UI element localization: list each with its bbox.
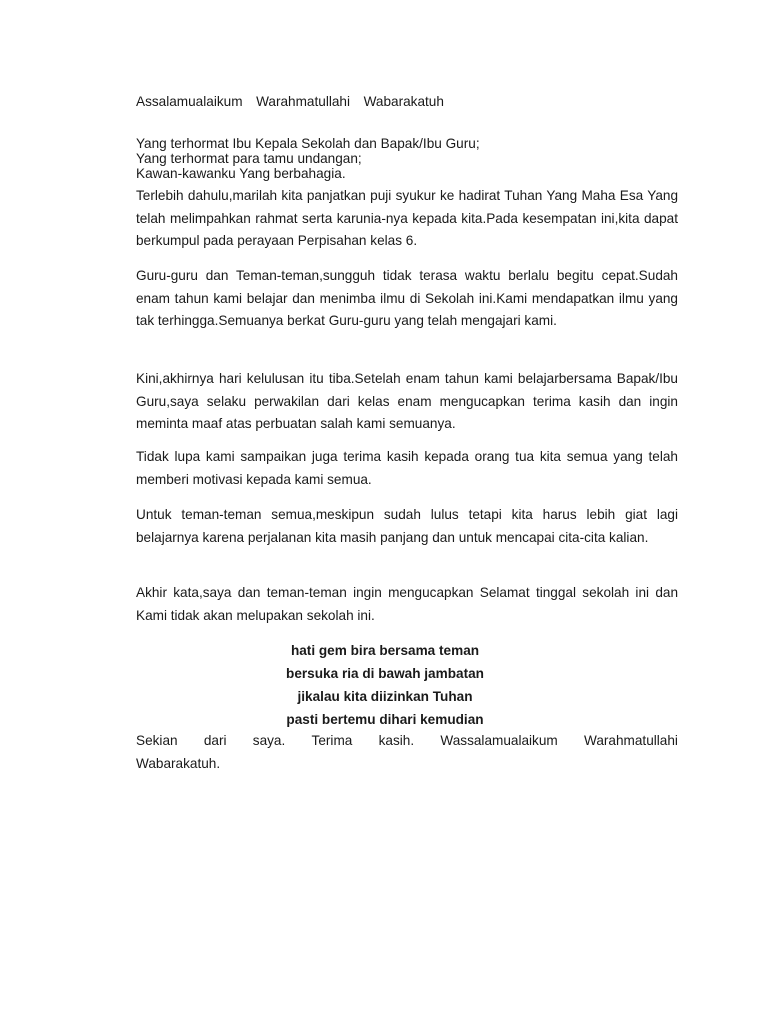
closing-line-2: Wabarakatuh. <box>136 756 221 771</box>
salutation-line: Yang terhormat para tamu undangan; <box>136 151 362 166</box>
opening-greeting: Assalamualaikum Warahmatullahi Wabarakatuh <box>136 94 444 109</box>
paragraph-friends: Untuk teman-teman semua,meskipun sudah lulus tetapi kita harus lebih giat lagi belajarnya karena perjalanan kita masih panjang dan untuk mencapai cita-cita kalian. <box>136 507 678 545</box>
closing-word: Warahmatullahi <box>584 733 678 748</box>
closing-line-1 <box>136 729 678 752</box>
pantun-line: bersuka ria di bawah jambatan <box>286 666 484 681</box>
pantun-line: pasti bertemu dihari kemudian <box>286 712 484 727</box>
paragraph-graduation: Kini,akhirnya hari kelulusan itu tiba.Setelah enam tahun kami belajarbersama Bapak/Ibu Guru,saya selaku perwakilan dari kelas enam mengucapkan terima kasih dan ingin meminta maaf atas perbuatan salah kami semuanya. <box>136 371 678 431</box>
pantun-line: hati gem bira bersama teman <box>290 643 480 658</box>
paragraph-farewell: Akhir kata,saya dan teman-teman ingin mengucapkan Selamat tinggal sekolah ini dan Kami tidak akan melupakan sekolah ini. <box>136 585 678 623</box>
closing-block <box>136 729 678 775</box>
paragraph-parents: Tidak lupa kami sampaikan juga terima kasih kepada orang tua kita semua yang telah memberi motivasi kepada kami semua. <box>136 449 678 487</box>
paragraph-opening: Terlebih dahulu,marilah kita panjatkan puji syukur ke hadirat Tuhan Yang Maha Esa Yang telah melimpahkan rahmat serta karunia-nya kepada kita.Pada kesempatan ini,kita dapat berkumpul pada perayaan Perpisahan kelas 6. <box>136 188 678 248</box>
closing-word: dari <box>203 733 227 748</box>
closing-word: kasih. <box>378 733 415 748</box>
pantun-line: jikalau kita diizinkan Tuhan <box>297 689 473 704</box>
closing-word: saya. <box>252 733 286 748</box>
document-page <box>136 0 678 1024</box>
pantun-verse <box>136 639 634 731</box>
salutation-line: Kawan-kawanku Yang berbahagia. <box>136 166 346 181</box>
salutation-line: Yang terhormat Ibu Kepala Sekolah dan Bapak/Ibu Guru; <box>136 136 480 151</box>
closing-word: Sekian <box>136 733 178 748</box>
closing-word: Wassalamualaikum <box>440 733 558 748</box>
salutation-block <box>136 136 480 181</box>
closing-word: Terima <box>311 733 353 748</box>
paragraph-teachers: Guru-guru dan Teman-teman,sungguh tidak terasa waktu berlalu begitu cepat.Sudah enam tahun kami belajar dan menimba ilmu di Sekolah ini.Kami mendapatkan ilmu yang tak terhingga.Semuanya berkat Guru-guru yang telah mengajari kami. <box>136 268 678 328</box>
